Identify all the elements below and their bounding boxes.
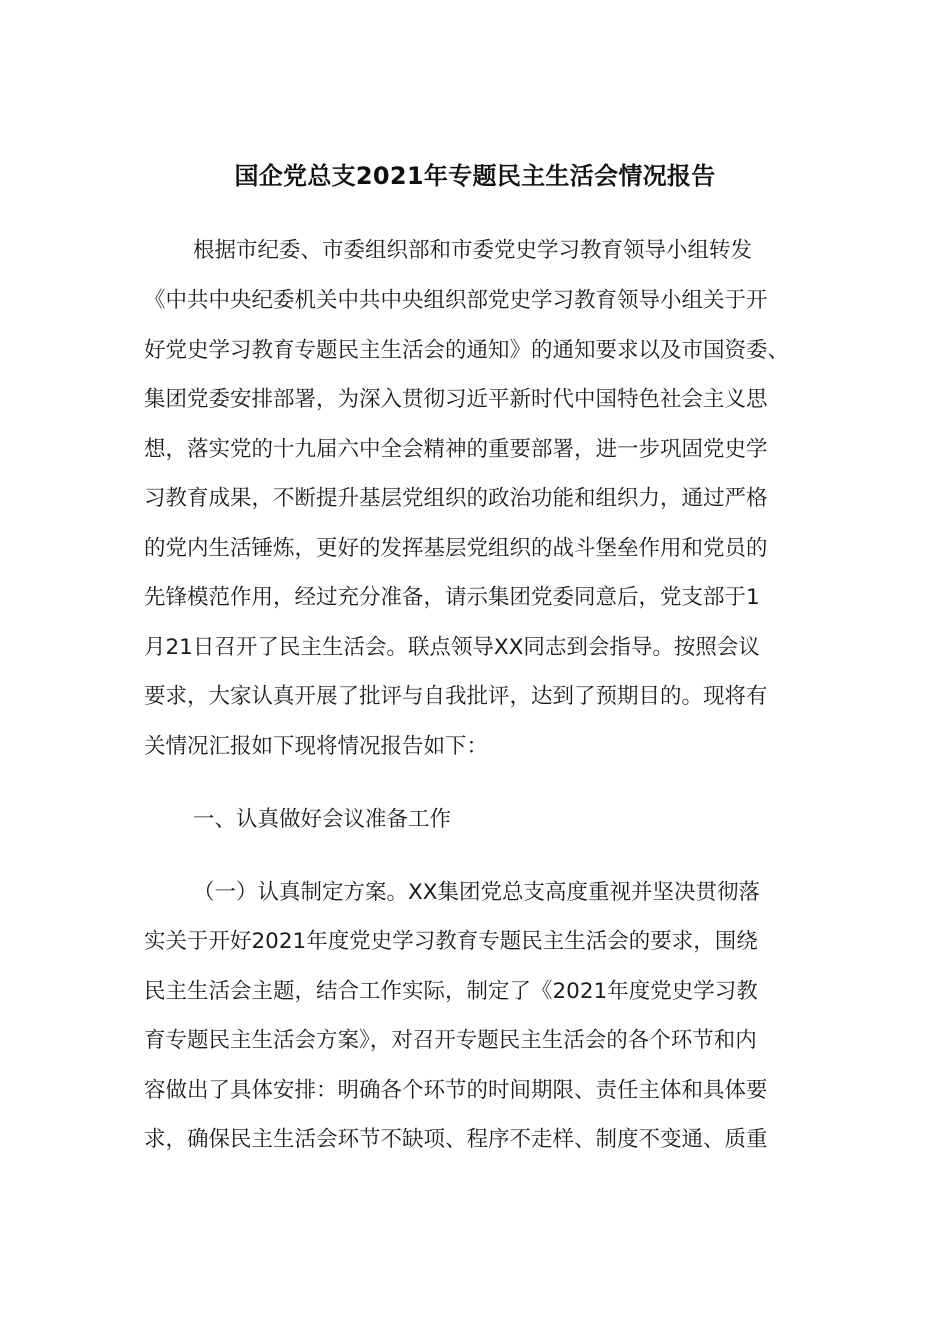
paragraph-line: 《中共中央纪委机关中共中央组织部党史学习教育领导小组关于开 bbox=[144, 288, 768, 313]
document-title: 国企党总支2021年专题民主生活会情况报告 bbox=[234, 162, 716, 190]
paragraph-line: 根据市纪委、市委组织部和市委党史学习教育领导小组转发 bbox=[193, 238, 753, 263]
paragraph-line: 习教育成果，不断提升基层党组织的政治功能和组织力，通过严格 bbox=[144, 486, 768, 511]
paragraph-line: （一）认真制定方案。XX集团党总支高度重视并坚决贯彻落 bbox=[193, 880, 760, 905]
paragraph-line: 好党史学习教育专题民主生活会的通知》的通知要求以及市国资委、 bbox=[144, 338, 790, 363]
paragraph-line: 想，落实党的十九届六中全会精神的重要部署，进一步巩固党史学 bbox=[144, 437, 768, 462]
paragraph-line: 先锋模范作用，经过充分准备，请示集团党委同意后，党支部于1 bbox=[144, 585, 760, 610]
paragraph-line: 集团党委安排部署，为深入贯彻习近平新时代中国特色社会主义思 bbox=[144, 387, 768, 412]
paragraph-line: 育专题民主生活会方案》，对召开专题民主生活会的各个环节和内 bbox=[144, 1028, 757, 1053]
paragraph-line: 容做出了具体安排：明确各个环节的时间期限、责任主体和具体要 bbox=[144, 1078, 768, 1103]
section-heading: 一、认真做好会议准备工作 bbox=[193, 807, 452, 832]
paragraph-line: 实关于开好2021年度党史学习教育专题民主生活会的要求，围绕 bbox=[144, 929, 758, 954]
paragraph-line: 月21日召开了民主生活会。联点领导XX同志到会指导。按照会议 bbox=[144, 635, 760, 660]
paragraph-line: 的党内生活锤炼，更好的发挥基层党组织的战斗堡垒作用和党员的 bbox=[144, 536, 768, 561]
paragraph-line: 求，确保民主生活会环节不缺项、程序不走样、制度不变通、质重 bbox=[144, 1127, 768, 1152]
paragraph-line: 要求，大家认真开展了批评与自我批评，达到了预期目的。现将有 bbox=[144, 684, 768, 709]
paragraph-line: 关情况汇报如下现将情况报告如下： bbox=[144, 734, 489, 759]
paragraph-line: 民主生活会主题，结合工作实际，制定了《2021年度党史学习教 bbox=[144, 979, 758, 1004]
